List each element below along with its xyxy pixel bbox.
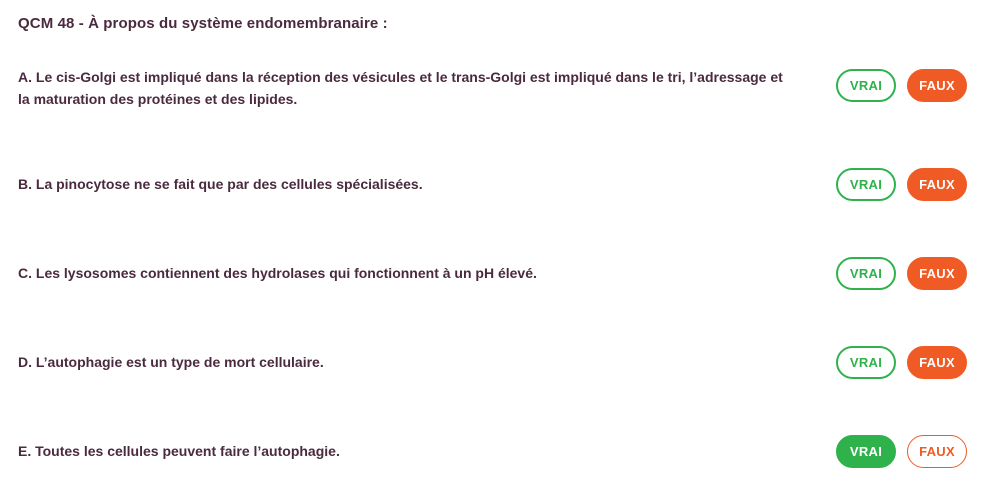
question-d-text: D. L’autophagie est un type de mort cellulaire.	[18, 354, 324, 370]
question-d-faux-button[interactable]: FAUX	[907, 346, 967, 379]
question-d-vrai-button[interactable]: VRAI	[836, 346, 896, 379]
question-c-text: C. Les lysosomes contiennent des hydrolases qui fonctionnent à un pH élevé.	[18, 265, 537, 281]
question-b-vrai-button[interactable]: VRAI	[836, 168, 896, 201]
question-a-faux-button[interactable]: FAUX	[907, 69, 967, 102]
question-b-faux-button[interactable]: FAUX	[907, 168, 967, 201]
question-e-faux-button[interactable]: FAUX	[907, 435, 967, 468]
question-b-text: B. La pinocytose ne se fait que par des cellules spécialisées.	[18, 176, 423, 192]
question-a-text: A. Le cis-Golgi est impliqué dans la réception des vésicules et le trans-Golgi est impliqué dans le tri, l’adressage et la maturation des protéines et des lipides.	[18, 69, 783, 107]
question-a-vrai-button[interactable]: VRAI	[836, 69, 896, 102]
question-e-text: E. Toutes les cellules peuvent faire l’autophagie.	[18, 443, 340, 459]
question-c-faux-button[interactable]: FAUX	[907, 257, 967, 290]
question-e-vrai-button[interactable]: VRAI	[836, 435, 896, 468]
question-c-vrai-button[interactable]: VRAI	[836, 257, 896, 290]
qcm-title: QCM 48 - À propos du système endomembranaire :	[18, 15, 388, 32]
